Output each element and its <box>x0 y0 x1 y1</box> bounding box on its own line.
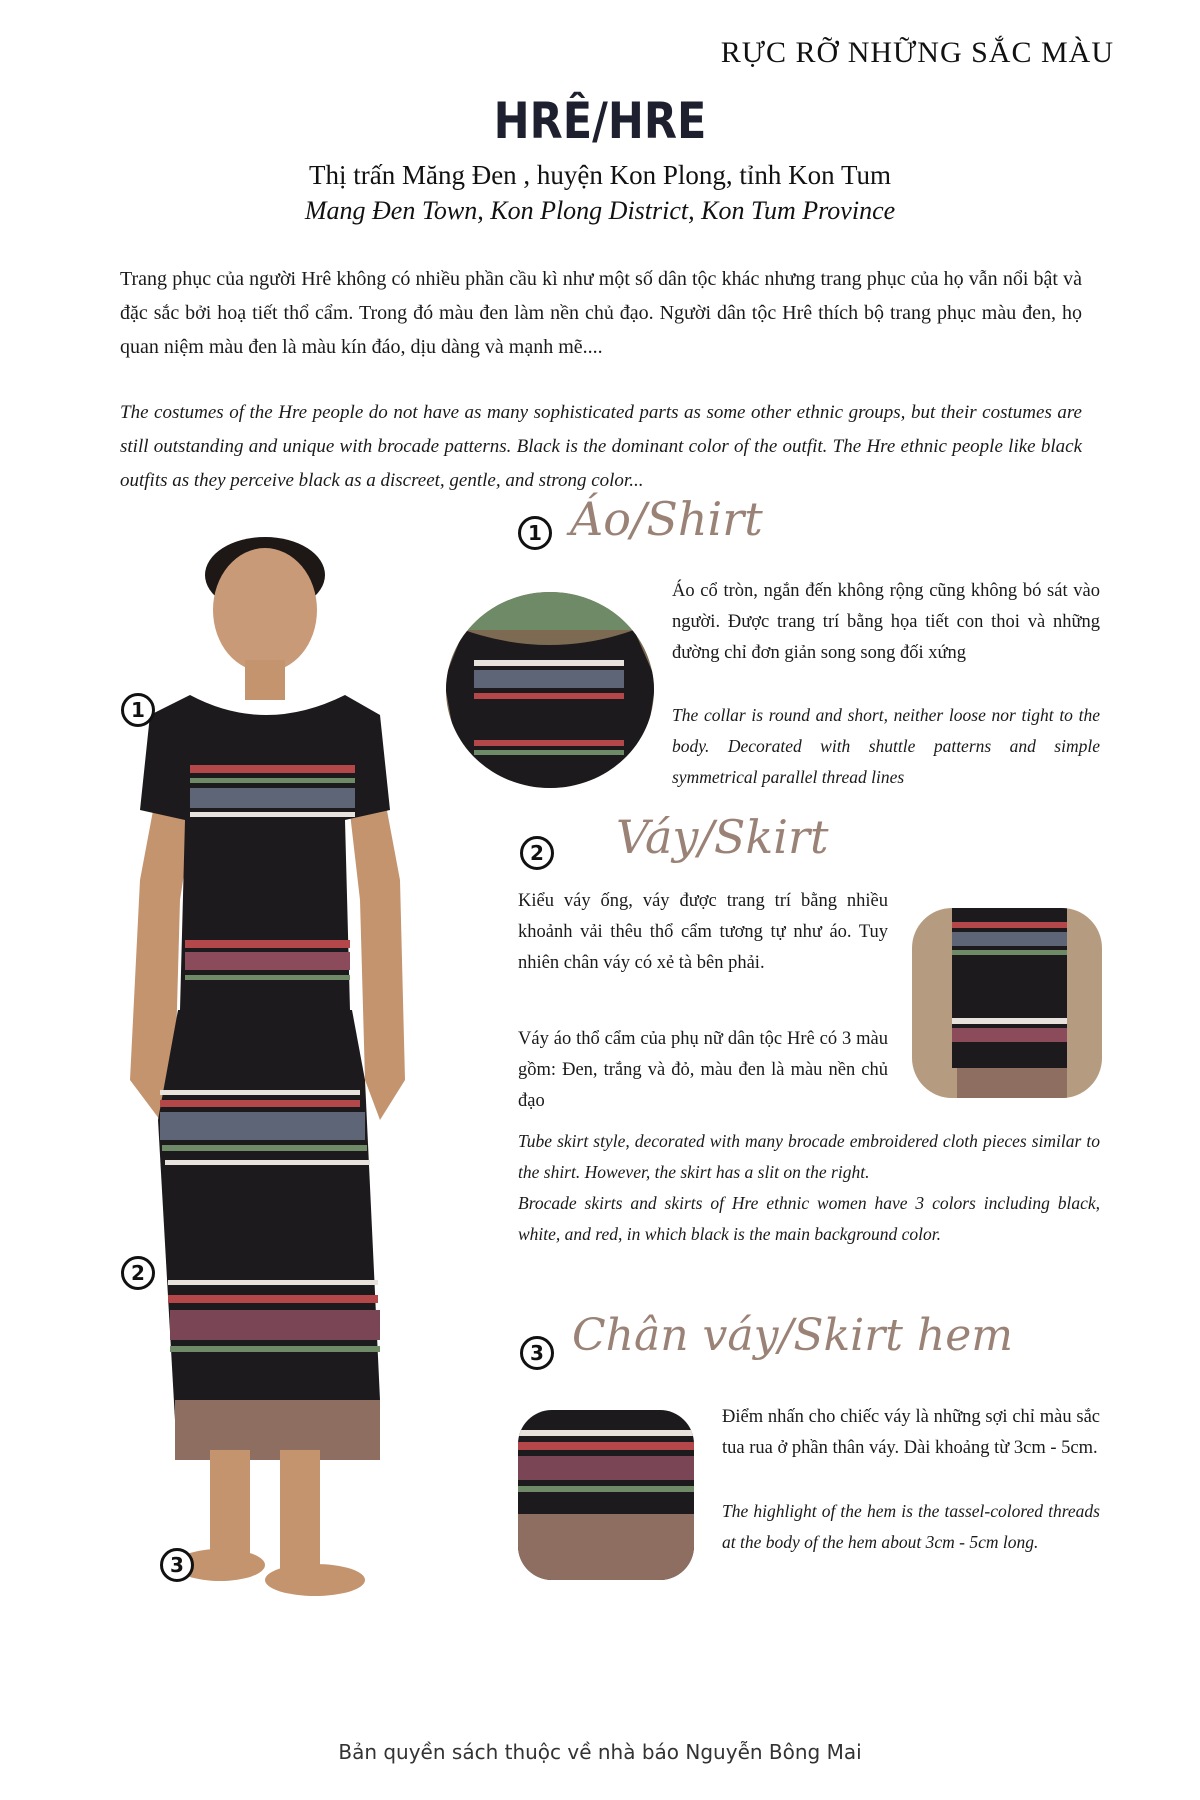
hem-heading: Chân váy/Skirt hem <box>572 1310 1014 1361</box>
skirt-text-en-1: Tube skirt style, decorated with many brocade embroidered cloth pieces similar to the shirt. However, the skirt has a slit on the right. <box>518 1131 1100 1182</box>
section-3-number: 3 <box>520 1336 554 1370</box>
hem-text-en: The highlight of the hem is the tassel-colored threads at the body of the hem about 3cm - 5cm long. <box>722 1501 1100 1552</box>
skirt-text-vi-1: Kiểu váy ống, váy được trang trí bằng nhiều khoảnh vải thêu thổ cẩm tương tự như áo. Tuy nhiên chân váy có xẻ tà bên phải. <box>518 891 888 973</box>
marker-3: 3 <box>160 1548 194 1582</box>
shirt-photo <box>444 590 656 790</box>
page-title: HRÊ/HRE <box>493 92 707 150</box>
skirt-text-en-2: Brocade skirts and skirts of Hre ethnic women have 3 colors including black, white, and red, in which black is the main background color. <box>518 1193 1100 1244</box>
skirt-heading: Váy/Skirt <box>616 810 829 864</box>
shirt-heading: Áo/Shirt <box>570 492 763 546</box>
location-en: Mang Đen Town, Kon Plong District, Kon Tum Province <box>304 196 896 225</box>
section-1-number: 1 <box>518 516 552 550</box>
hem-photo <box>518 1410 694 1580</box>
shirt-text-vi: Áo cổ tròn, ngắn đến không rộng cũng không bó sát vào người. Được trang trí bằng họa tiết con thoi và những đường chỉ đơn giản song song đối xứng <box>672 581 1100 663</box>
marker-1: 1 <box>121 693 155 727</box>
shirt-text-en: The collar is round and short, neither loose nor tight to the body. Decorated with shuttle patterns and simple symmetrical parallel thread lines <box>672 705 1100 787</box>
intro-vi: Trang phục của người Hrê không có nhiều phần cầu kì như một số dân tộc khác nhưng trang phục của họ vẫn nổi bật và đặc sắc bởi hoạ tiết thổ cẩm. Trong đó màu đen làm nền chủ đạo. Người dân tộc Hrê thích bộ trang phục màu đen, họ quan niệm màu đen là màu kín đáo, dịu dàng và mạnh mẽ.... <box>120 268 1082 358</box>
skirt-photo <box>912 908 1102 1098</box>
skirt-text-vi-2: Váy áo thổ cẩm của phụ nữ dân tộc Hrê có 3 màu gồm: Đen, trắng và đỏ, màu đen là màu nền chủ đạo <box>518 1029 888 1111</box>
intro-en: The costumes of the Hre people do not have as many sophisticated parts as some other ethnic groups, but their costumes are still outstanding and unique with brocade patterns. Black is the dominant color of the outfit. The Hre ethnic people like black outfits as they perceive black as a discreet, gentle, and strong color... <box>120 402 1082 491</box>
series-title: RỰC RỠ NHỮNG SẮC MÀU <box>720 36 1114 69</box>
copyright-footer: Bản quyền sách thuộc về nhà báo Nguyễn Bông Mai <box>338 1740 862 1764</box>
section-2-number: 2 <box>520 836 554 870</box>
hem-text-vi: Điểm nhấn cho chiếc váy là những sợi chỉ màu sắc tua rua ở phần thân váy. Dài khoảng từ 3cm - 5cm. <box>722 1407 1100 1458</box>
location-vi: Thị trấn Măng Đen , huyện Kon Plong, tỉnh Kon Tum <box>308 160 891 190</box>
marker-2: 2 <box>121 1256 155 1290</box>
